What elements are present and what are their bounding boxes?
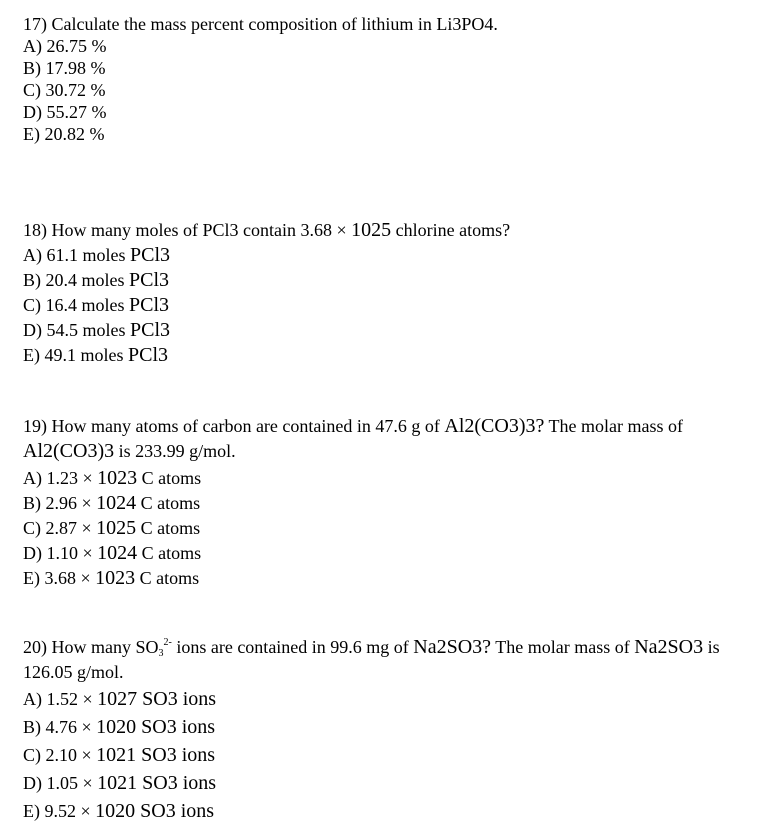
q17-option-d: D) 55.27 %	[23, 102, 107, 122]
q19-stem-text: 19) How many atoms of carbon are contained in 47.6 g of	[23, 416, 445, 436]
q19-stem-tail-2: is 233.99 g/mol.	[114, 441, 236, 461]
q18-option-c-text: C) 16.4 moles	[23, 295, 129, 315]
q18-stem-exponent: 1025	[351, 219, 392, 241]
q20-option-b-unit: SO3 ions	[136, 716, 216, 738]
q20-option-b	[23, 713, 763, 741]
q19-option-a-unit: C atoms	[137, 468, 202, 488]
q19-stem-formula: Al2(CO3)3?	[444, 415, 545, 437]
q19-option-b-exponent: 1024	[96, 492, 137, 514]
q19-option-c	[23, 516, 763, 541]
q19-option-c-text: C) 2.87 ×	[23, 518, 97, 538]
q18-option-c-unit: PCl3	[129, 294, 170, 316]
q20-option-a-exponent: 1027	[97, 688, 138, 710]
q20-option-a	[23, 685, 763, 713]
q18-option-e-text: E) 49.1 moles	[23, 345, 128, 365]
question-17-stem: 17) Calculate the mass percent composition of lithium in Li3PO4.	[23, 14, 498, 34]
q18-option-e-unit: PCl3	[128, 344, 169, 366]
q20-stem-tail-2: is	[703, 637, 720, 657]
q19-stem-formula-2: Al2(CO3)3	[23, 440, 115, 462]
q20-stem-mid: ions are contained in 99.6 mg of	[171, 637, 414, 657]
question-19-stem-line-1	[23, 414, 763, 439]
q19-option-a-text: A) 1.23 ×	[23, 468, 98, 488]
q18-option-d	[23, 318, 763, 343]
question-20-stem-line-2: 126.05 g/mol.	[23, 662, 124, 682]
q20-option-b-exponent: 1020	[96, 716, 137, 738]
q20-option-c-unit: SO3 ions	[136, 744, 216, 766]
q18-option-b-unit: PCl3	[129, 269, 170, 291]
q20-option-d-exponent: 1021	[97, 772, 138, 794]
question-18	[23, 218, 763, 368]
q20-stem-tail: The molar mass of	[491, 637, 635, 657]
q20-option-e-text: E) 9.52 ×	[23, 801, 96, 821]
q19-option-d-exponent: 1024	[97, 542, 138, 564]
question-18-stem	[23, 218, 763, 243]
q19-option-a-exponent: 1023	[97, 467, 138, 489]
q18-option-a-unit: PCl3	[130, 244, 171, 266]
q20-option-c-exponent: 1021	[96, 744, 137, 766]
q19-option-e	[23, 566, 763, 591]
q19-option-d-unit: C atoms	[137, 543, 202, 563]
q17-option-e: E) 20.82 %	[23, 124, 105, 144]
q20-option-b-text: B) 4.76 ×	[23, 717, 97, 737]
question-19	[23, 414, 763, 591]
q20-stem-subscript: 3	[158, 648, 164, 659]
q20-option-a-unit: SO3 ions	[137, 688, 217, 710]
q18-option-e	[23, 343, 763, 368]
q20-option-e-exponent: 1020	[95, 800, 136, 822]
question-20	[23, 635, 763, 825]
q18-stem-text: 18) How many moles of PCl3 contain 3.68 ×	[23, 220, 352, 240]
q20-option-c-text: C) 2.10 ×	[23, 745, 97, 765]
q19-option-b-unit: C atoms	[136, 493, 201, 513]
q20-stem-superscript: 2-	[163, 637, 172, 648]
q19-option-d-text: D) 1.10 ×	[23, 543, 98, 563]
q20-option-e	[23, 797, 763, 825]
q18-option-d-text: D) 54.5 moles	[23, 320, 130, 340]
q17-option-a: A) 26.75 %	[23, 36, 107, 56]
q18-option-d-unit: PCl3	[130, 319, 171, 341]
q19-option-b-text: B) 2.96 ×	[23, 493, 97, 513]
q18-option-b	[23, 268, 763, 293]
q17-option-b: B) 17.98 %	[23, 58, 106, 78]
q18-option-c	[23, 293, 763, 318]
q19-option-c-unit: C atoms	[136, 518, 201, 538]
q20-stem-formula: Na2SO3?	[413, 636, 492, 658]
q18-option-a-text: A) 61.1 moles	[23, 245, 130, 265]
q19-option-c-exponent: 1025	[96, 517, 137, 539]
q20-stem-text: 20) How many SO	[23, 637, 159, 657]
q20-option-d	[23, 769, 763, 797]
q19-option-d	[23, 541, 763, 566]
q19-option-b	[23, 491, 763, 516]
q20-option-d-unit: SO3 ions	[137, 772, 217, 794]
q19-stem-tail: The molar mass of	[544, 416, 684, 436]
q19-option-e-exponent: 1023	[95, 567, 136, 589]
q20-stem-formula-2: Na2SO3	[634, 636, 704, 658]
q17-option-c: C) 30.72 %	[23, 80, 106, 100]
q20-option-e-unit: SO3 ions	[135, 800, 215, 822]
q20-option-d-text: D) 1.05 ×	[23, 773, 98, 793]
q20-option-c	[23, 741, 763, 769]
q19-option-e-text: E) 3.68 ×	[23, 568, 96, 588]
question-17	[23, 13, 763, 145]
q20-option-a-text: A) 1.52 ×	[23, 689, 98, 709]
q18-option-a	[23, 243, 763, 268]
question-19-stem-line-2	[23, 439, 763, 464]
q18-option-b-text: B) 20.4 moles	[23, 270, 129, 290]
q18-stem-tail: chlorine atoms?	[391, 220, 511, 240]
question-20-stem-line-1	[23, 635, 763, 660]
q19-option-a	[23, 466, 763, 491]
q19-option-e-unit: C atoms	[135, 568, 200, 588]
